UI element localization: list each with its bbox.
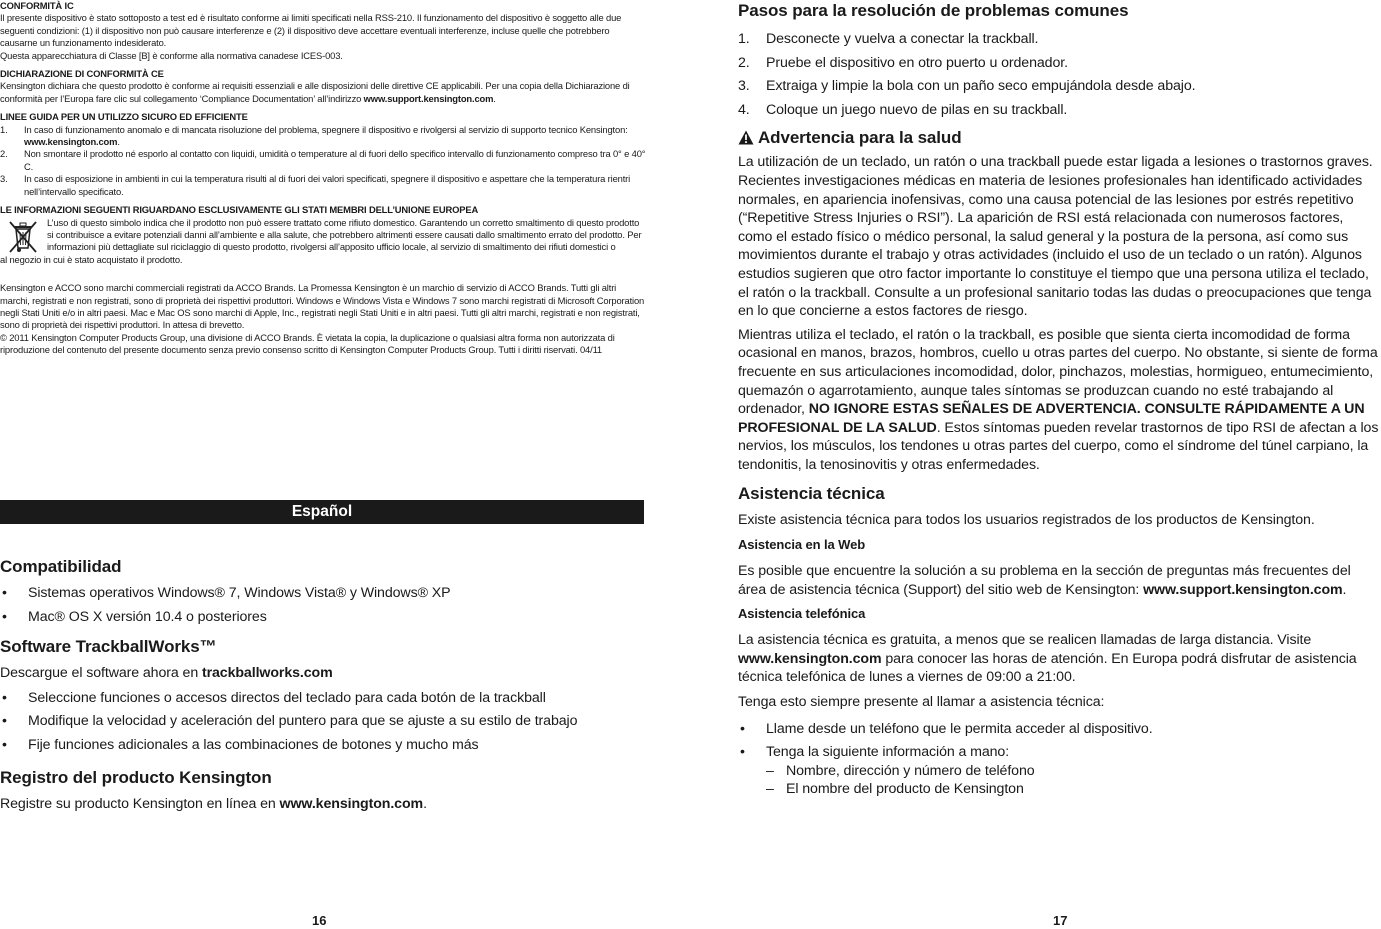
ce-support-link[interactable]: www.support.kensington.com [363, 92, 494, 104]
weee-tail: al negozio in cui è stato acquistato il prodotto. [0, 253, 183, 265]
ic-paragraph-2: Questa apparecchiatura di Classe [B] è conforme alla normativa canadese ICES-003. [0, 49, 343, 61]
phone-support-text: La asistencia técnica es gratuita, a menos que se realicen llamadas de larga distancia. Visite www.kensington.com para conocer las horas de atención. En Europa podrá disfrutar de asistencia técnica telefónica de lunes a viernes de 09:00 a 21:00. [738, 632, 1357, 686]
support-section [738, 483, 1381, 799]
ce-title: DICHIARAZIONE DI CONFORMITÀ CE [0, 68, 164, 80]
support-subitem: – Nombre, dirección y número de teléfono [766, 762, 1035, 779]
ic-conformity-section [0, 0, 646, 62]
safety-item: 1. In caso di funzionamento anomalo e di mancata risoluzione del problema, spegnere il dispositivo e rivolgersi al servizio di supporto tecnico Kensington: www.kensington.com. [0, 123, 628, 148]
crossed-out-bin-icon [8, 220, 38, 254]
register-title: Registro del producto Kensington [0, 767, 272, 787]
kensington-link[interactable]: www.kensington.com [738, 650, 882, 667]
ic-paragraph-1: Il presente dispositivo è stato sottoposto a test ed è risultato conforme ai limiti specificati nella RSS-210. Il funzionamento del dispositivo è soggetto alle due seguenti condizioni: (1) il dispositivo non può causare interferenze e (2) il dispositivo deve accettare eventuali interferenze, incluse quelle che potrebbero causarne un funzionamento indesiderato. [0, 12, 622, 49]
eu-weee-section [0, 204, 646, 266]
health-title: Advertencia para la salud [758, 128, 962, 148]
page-number-right: 17 [1053, 913, 1068, 928]
remember-text: Tenga esto siempre presente al llamar a asistencia técnica: [738, 694, 1105, 711]
support-subitem: – El nombre del producto de Kensington [766, 781, 1024, 798]
health-section [738, 127, 1381, 474]
warning-icon [738, 130, 754, 145]
troubleshoot-step: 4. Coloque un juego nuevo de pilas en su trackball. [738, 101, 1068, 118]
safety-guidelines-section [0, 111, 646, 198]
support-item: • Tenga la siguiente información a mano: – Nombre, dirección y número de teléfono – El nombre del producto de Kensington [738, 743, 1381, 799]
support-site-link[interactable]: www.support.kensington.com [1143, 581, 1343, 598]
health-warning-emphasis: NO IGNORE ESTAS SEÑALES DE ADVERTENCIA. CONSULTE RÁPIDAMENTE A UN PROFESIONAL DE LA SALUD [738, 401, 1365, 436]
health-paragraph-2: Mientras utiliza el teclado, el ratón o la trackball, es posible que sienta cierta incomodidad de forma ocasional en manos, brazos, hombros, cuello u otras partes del cuerpo. No obstante, si siente de forma frecuente en sus articulaciones incomodidad, dolor, pinchazos, molestias, hormigueo, entumecimiento, quemazón o agarrotamiento, aunque tales síntomas se produzcan cuando no esté trabajando al ordenador, NO IGNORE ESTAS SEÑALES DE ADVERTENCIA. CONSULTE RÁPIDAMENTE A UN PROFESIONAL DE LA SALUD. Estos síntomas pueden revelar trastornos de tipo RSI de afectan a los nervios, los músculos, los tendones u otras partes del cuerpo, como el síndrome del túnel carpiano, la tendonitis, la tenosinovitis y otras enfermedades. [738, 326, 1379, 473]
troubleshoot-list [738, 30, 1381, 119]
trademarks-paragraph: Kensington e ACCO sono marchi commerciali registrati da ACCO Brands. La Promessa Kensington è un marchio di servizio di ACCO Brands. Tutti gli altri marchi, registrati e non registrati, sono di proprietà dei rispettivi produttori. Windows e Windows Vista e Windows 7 sono marchi registrati di Microsoft Corporation negli Stati Uniti e/o in altri paesi. Mac e Mac OS sono marchi di Apple, Inc., registrati negli Stati Uniti e in altri paesi. Tutti gli altri marchi, registrati e non registrati, sono di proprietà dei rispettivi produttori. In attesa di brevetto. [0, 282, 645, 331]
register-text: Registre su producto Kensington en línea en www.kensington.com. [0, 795, 427, 812]
ce-declaration-section [0, 68, 646, 105]
eu-title: LE INFORMAZIONI SEGUENTI RIGUARDANO ESCLUSIVAMENTE GLI STATI MEMBRI DELL’UNIONE EUROPEA [0, 204, 479, 216]
compat-item: • Mac® OS X versión 10.4 o posteriores [2, 608, 267, 625]
register-section [0, 767, 640, 814]
compat-list [0, 584, 640, 626]
software-section [0, 636, 640, 754]
ic-title: CONFORMITÀ IC [0, 0, 74, 11]
troubleshoot-step: 2. Pruebe el dispositivo en otro puerto u ordenador. [738, 54, 1068, 71]
support-title: Asistencia técnica [738, 484, 885, 504]
trackballworks-link[interactable]: trackballworks.com [201, 665, 333, 682]
support-list [738, 720, 1381, 799]
web-support-title: Asistencia en la Web [738, 537, 866, 553]
left-spanish-content [0, 556, 640, 813]
health-paragraph-1: La utilización de un teclado, un ratón o una trackball puede estar ligada a lesiones o trastornos graves. Recientes investigaciones médicas en materia de lesiones profesionales han identificado actividades normales, en apariencia inofensivas, como una causa potencial de las lesiones por estrés repetitivo (“Repetitive Stress Injuries o RSI”). La aparición de RSI está relacionada con numerosos factores, como el estado físico o médico personal, la salud general y la postura de la persona, así como sus movimientos durante el trabajo y otras actividades (incluido el uso de un teclado o un ratón). Algunos estudios sugieren que otro factor importante lo constituye el tiempo que una persona utiliza el teclado, el ratón o la trackball. Consulte a un profesional sanitario todas las dudas o preocupaciones que tenga en lo que concierne a estos factores de riesgo. [738, 154, 1373, 320]
phone-support-title: Asistencia telefónica [738, 606, 866, 622]
compat-item: • Sistemas operativos Windows® 7, Windows Vista® y Windows® XP [2, 585, 451, 601]
safety-item: 3. In caso di esposizione in ambienti in cui la temperatura risulti al di fuori dei valori specificati, spegnere il dispositivo e aspettare che la temperatura rientri nell’intervallo specificato. [0, 173, 631, 197]
web-support-text: Es posible que encuentre la solución a su problema en la sección de preguntas más frecuentes del área de asistencia técnica (Support) del sitio web de Kensington: www.support.kensington.com. [738, 563, 1351, 598]
troubleshoot-step: 1. Desconecte y vuelva a conectar la trackball. [738, 31, 1039, 47]
trademarks-section [0, 282, 646, 356]
software-item: • Seleccione funciones o accesos directos del teclado para cada botón de la trackball [2, 689, 546, 706]
weee-paragraph: L’uso di questo simbolo indica che il prodotto non può essere trattato come rifiuto domestico. Garantendo un corretto smaltimento di questo prodotto si contribuisce a evitare potenziali danni all’ambiente e alla salute, che potrebbero altrimenti essere causati dallo smaltimento errato del prodotto. Per informazioni più dettagliate sul riciclaggio di questo prodotto, rivolgersi all’apposito ufficio locale, al servizio di smaltimento dei rifiuti domestici o [47, 216, 642, 253]
software-title: Software TrackballWorks™ [0, 637, 217, 657]
software-item: • Modifique la velocidad y aceleración del puntero para que se ajuste a su estilo de trabajo [2, 713, 578, 730]
right-page [738, 0, 1381, 799]
support-item: • Llame desde un teléfono que le permita acceder al dispositivo. [740, 720, 1153, 737]
safety-item: 2. Non smontare il prodotto né esporlo al contatto con liquidi, umidità o temperature al di fuori dello specifico intervallo di funzionamento compreso tra 0° e 40° C. [0, 148, 646, 172]
software-intro: Descargue el software ahora en trackballworks.com [0, 665, 333, 682]
ce-paragraph: Kensington dichiara che questo prodotto è conforme ai requisiti essenziali e alle disposizioni delle direttive CE applicabili. Per una copia della Dichiarazione di conformità per l’Europa fare clic sul collegamento ‘Compliance Documentation’ all’indirizzo www.support.kensington.com. [0, 80, 630, 104]
weee-block [0, 217, 646, 267]
register-link[interactable]: www.kensington.com [279, 795, 424, 812]
left-page [0, 0, 646, 363]
safety-kensington-link[interactable]: www.kensington.com [24, 136, 118, 148]
troubleshoot-step: 3. Extraiga y limpie la bola con un paño seco empujándola desde abajo. [738, 78, 1196, 95]
troubleshoot-section [738, 0, 1381, 119]
copyright-paragraph: © 2011 Kensington Computer Products Group, una divisione di ACCO Brands. È vietata la copia, la duplicazione o qualsiasi altra forma non autorizzata di riproduzione del contenuto del presente documento senza previo consenso scritto di Kensington Computer Products Group. Tutti i diritti riservati. 04/11 [0, 331, 615, 356]
compat-title: Compatibilidad [0, 557, 122, 576]
software-item: • Fije funciones adicionales a las combinaciones de botones y mucho más [2, 736, 479, 753]
software-list [0, 689, 640, 755]
language-section-bar: Español [0, 500, 644, 524]
troubleshoot-title: Pasos para la resolución de problemas comunes [738, 1, 1129, 20]
health-heading [738, 127, 1381, 149]
page-number-left: 16 [312, 913, 327, 928]
safety-title: LINEE GUIDA PER UN UTILIZZO SICURO ED EFFICIENTE [0, 111, 248, 123]
support-intro: Existe asistencia técnica para todos los usuarios registrados de los productos de Kensington. [738, 512, 1315, 529]
compat-section [0, 556, 640, 626]
safety-list [0, 124, 646, 198]
